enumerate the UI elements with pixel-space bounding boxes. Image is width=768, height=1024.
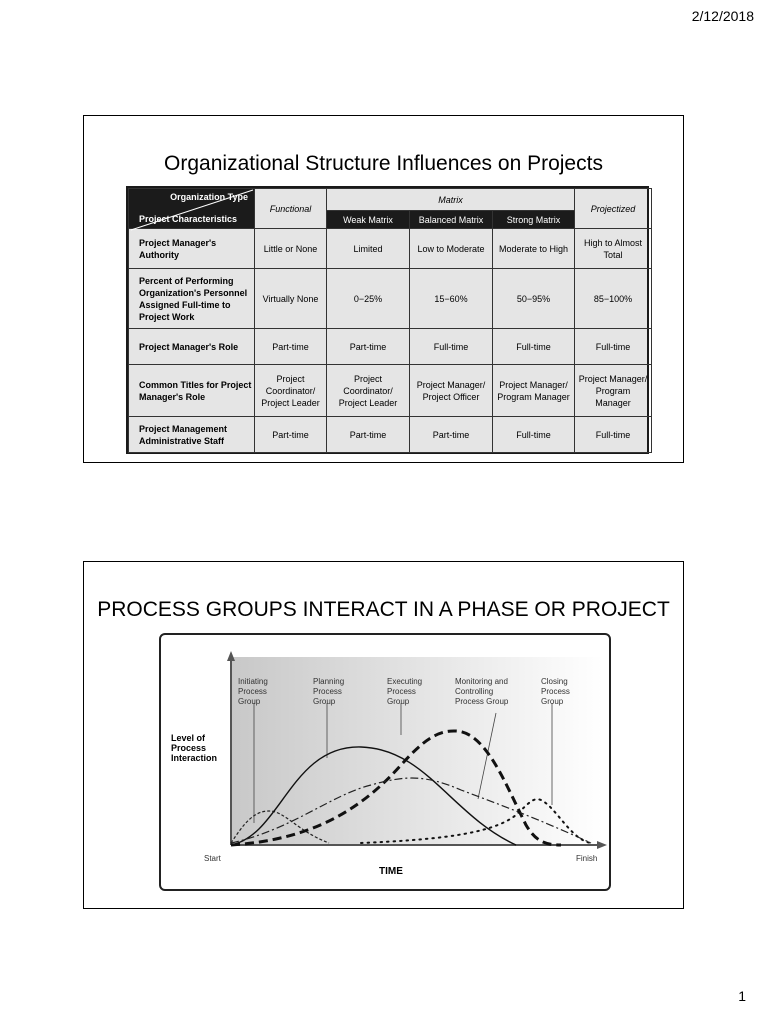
table-row [129, 229, 652, 269]
table-cell: 50−95% [493, 269, 575, 329]
initiating-label: Initiating Process Group [238, 677, 268, 706]
slide-title: Organizational Structure Influences on Projects [164, 152, 603, 175]
table-cell: Little or None [255, 229, 327, 269]
table-cell: Full-time [493, 329, 575, 365]
table-cell: 0−25% [327, 269, 410, 329]
page-number: 1 [738, 988, 746, 1004]
row-label: Project Management Administrative Staff [129, 417, 255, 453]
table-cell: Project Manager/ Program Manager [575, 365, 652, 417]
table-cell: 15−60% [410, 269, 493, 329]
table-corner-header [129, 189, 255, 229]
table-row [129, 329, 652, 365]
table-cell: Low to Moderate [410, 229, 493, 269]
table-cell: Part-time [327, 329, 410, 365]
table-row [129, 269, 652, 329]
slide-title: PROCESS GROUPS INTERACT IN A PHASE OR PROJECT [97, 598, 670, 621]
table-cell: 85−100% [575, 269, 652, 329]
table-cell: Project Manager/ Project Officer [410, 365, 493, 417]
table-cell: Project Manager/ Program Manager [493, 365, 575, 417]
row-label: Common Titles for Project Manager's Role [129, 365, 255, 417]
col-header-functional: Functional [255, 189, 327, 229]
corner-top-label: Organization Type [170, 192, 248, 202]
planning-label: Planning Process Group [313, 677, 345, 706]
table-cell: Full-time [493, 417, 575, 453]
y-axis-label: Level of Process Interaction [171, 733, 218, 763]
table-cell: Moderate to High [493, 229, 575, 269]
subheader-balanced-matrix: Balanced Matrix [410, 211, 493, 229]
org-structure-table [126, 186, 649, 454]
row-label: Percent of Performing Organization's Personnel Assigned Full-time to Project Work [129, 269, 255, 329]
slide-process-groups [83, 561, 684, 909]
closing-label: Closing Process Group [541, 677, 570, 706]
table-cell: Virtually None [255, 269, 327, 329]
executing-label: Executing Process Group [387, 677, 423, 706]
table-cell: Part-time [255, 329, 327, 365]
table-row [129, 365, 652, 417]
table-cell: High to Almost Total [575, 229, 652, 269]
row-label: Project Manager's Role [129, 329, 255, 365]
table-cell: Limited [327, 229, 410, 269]
x-axis-start-label: Start [204, 854, 221, 863]
x-axis-label: TIME [379, 866, 403, 877]
process-curves-graphic [161, 635, 611, 891]
table-cell: Full-time [575, 329, 652, 365]
y-axis-arrow [227, 651, 235, 661]
col-header-matrix: Matrix [327, 189, 575, 211]
x-axis-finish-label: Finish [576, 854, 598, 863]
table-cell: Full-time [410, 329, 493, 365]
table-row [129, 417, 652, 453]
subheader-strong-matrix: Strong Matrix [493, 211, 575, 229]
row-label: Project Manager's Authority [129, 229, 255, 269]
table-cell: Project Coordinator/ Project Leader [327, 365, 410, 417]
table-cell: Part-time [327, 417, 410, 453]
monitoring-label: Monitoring and Controlling Process Group [455, 677, 509, 706]
slide-organizational-structure [83, 115, 684, 463]
table-cell: Part-time [410, 417, 493, 453]
subheader-weak-matrix: Weak Matrix [327, 211, 410, 229]
process-interaction-diagram [159, 633, 611, 891]
col-header-projectized: Projectized [575, 189, 652, 229]
corner-bottom-label: Project Characteristics [139, 214, 238, 224]
print-date: 2/12/2018 [691, 8, 754, 24]
table-cell: Project Coordinator/ Project Leader [255, 365, 327, 417]
table-cell: Part-time [255, 417, 327, 453]
table-cell: Full-time [575, 417, 652, 453]
